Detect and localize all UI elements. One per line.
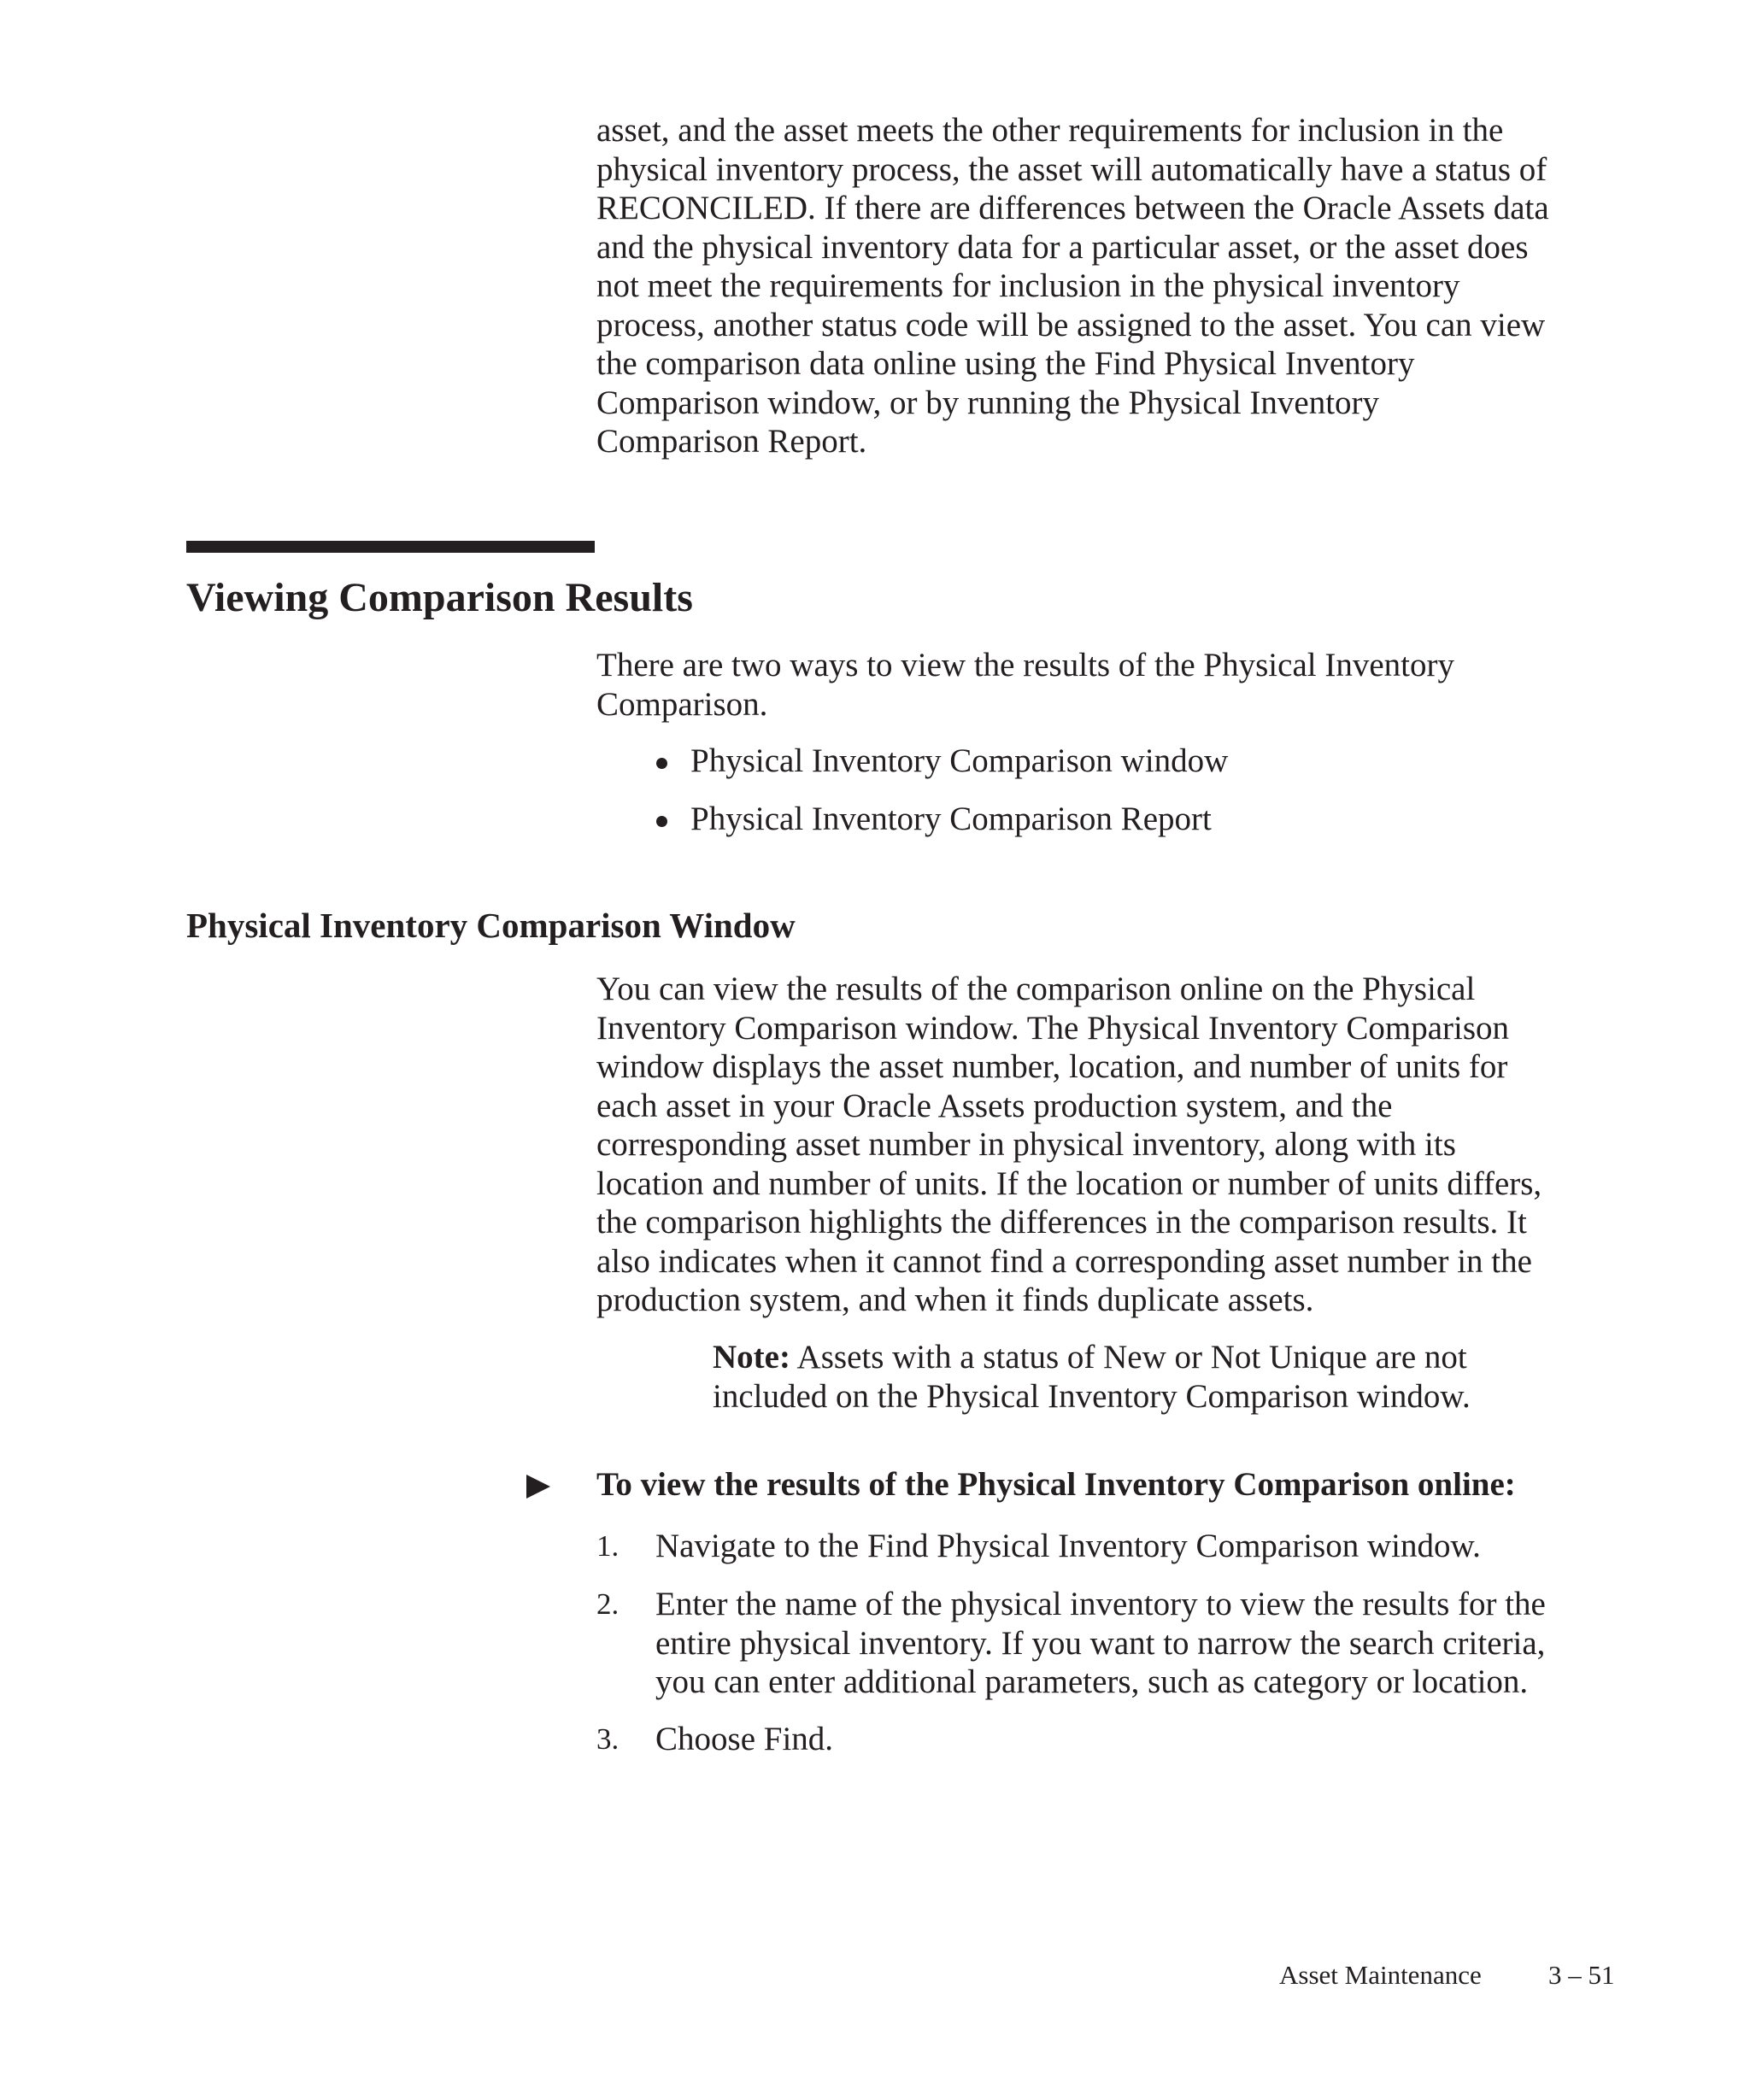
section1-paragraph: There are two ways to view the results of the Physical Inventory Comparison. <box>596 647 1454 723</box>
intro-paragraph: asset, and the asset meets the other requirements for inclusion in the physical inventory process, the asset will automatically have a status of RECONCILED. If there are differences between the Oracle Assets data and the physical inventory data for a particular asset, or the asset does not meet the requirements for inclusion in the physical inventory process, another status code will be assigned to the asset. You can view the comparison data online using the Find Physical Inventory Comparison window, or by running the Physical Inventory Comparison Report. <box>596 112 1549 460</box>
results-view-options-list <box>656 742 1228 838</box>
section-divider-rule <box>186 541 595 553</box>
bullet-item: Physical Inventory Comparison Report <box>656 800 1228 839</box>
section2-paragraph: You can view the results of the comparison online on the Physical Inventory Comparison window. The Physical Inventory Comparison window displays the asset number, location, and number of units for each asset in your Oracle Assets production system, and the corresponding asset number in physical inventory, along with its location and number of units. If the location or number of units differs, the comparison highlights the differences in the comparison results. It also indicates when it cannot find a corresponding asset number in the production system, and when it finds duplicate assets. <box>596 971 1542 1318</box>
procedure-arrow-icon <box>526 1475 550 1499</box>
step-text: Navigate to the Find Physical Inventory Comparison window. <box>655 1528 1481 1564</box>
footer-page-number: 3 – 51 <box>1548 1960 1615 1990</box>
section-heading-physical-inventory-comparison-window: Physical Inventory Comparison Window <box>186 906 796 945</box>
footer-chapter-title: Asset Maintenance <box>1279 1960 1482 1990</box>
step-number: 1. <box>596 1529 620 1563</box>
bullet-item: Physical Inventory Comparison window <box>656 742 1228 781</box>
section-heading-viewing-comparison-results: Viewing Comparison Results <box>186 575 693 620</box>
note-text-line1: Assets with a status of New or Not Unique are not <box>790 1339 1467 1376</box>
step-text: Choose Find. <box>655 1721 834 1757</box>
note-label: Note: <box>713 1339 790 1376</box>
step-text: Enter the name of the physical inventory to view the results for the entire physical inventory. If you want to narrow the search criteria, you can enter additional parameters, such as category or location. <box>655 1586 1546 1700</box>
procedure-title: To view the results of the Physical Inventory Comparison online: <box>596 1466 1516 1503</box>
step-number: 3. <box>596 1722 620 1756</box>
step-number: 2. <box>596 1587 620 1621</box>
note-text-line2: included on the Physical Inventory Comparison window. <box>713 1377 1471 1415</box>
note-block <box>713 1338 1471 1416</box>
